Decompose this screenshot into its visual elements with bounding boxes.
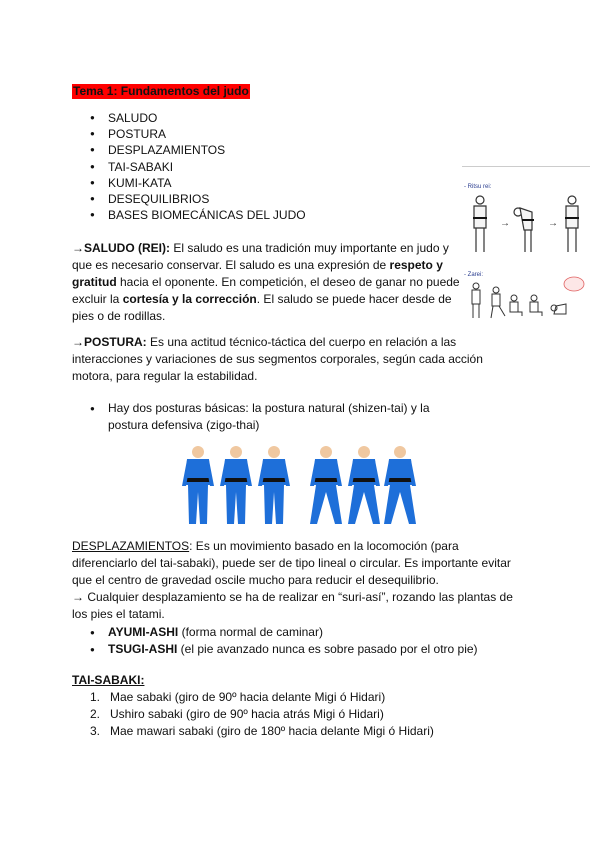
list-item: ● TAI-SABAKI	[90, 159, 306, 175]
standing-judoka-icon	[565, 196, 579, 252]
postura-paragraph: →POSTURA: Es una actitud técnico-táctica del cuerpo en relación a las interacciones y variaciones de sus segmentos corporales, según cada acción motora, para regular la estabilidad.	[72, 335, 483, 383]
list-item: ● KUMI-KATA	[90, 175, 306, 191]
bowing-judoka-icon	[514, 208, 534, 252]
zarei-label: - Zarei:	[464, 272, 484, 278]
list-item: ● DESPLAZAMIENTOS	[90, 142, 306, 158]
rei-illustration	[462, 168, 590, 328]
list-item: ● POSTURA	[90, 126, 306, 142]
kneeling-sequence-icon	[472, 283, 566, 318]
list-item: 2. Ushiro sabaki (giro de 90º hacia atrás Migi ó Hidari)	[90, 707, 384, 721]
postures-illustration	[178, 440, 422, 530]
defensive-posture-judoka-icon	[348, 446, 380, 524]
taisabaki-heading: TAI-SABAKI:	[72, 673, 145, 687]
defensive-posture-judoka-icon	[310, 446, 342, 524]
svg-text:→: →	[500, 218, 510, 229]
list-item: ● SALUDO	[90, 110, 306, 126]
page-title: Tema 1: Fundamentos del judo	[73, 84, 249, 98]
detail-circle-icon	[564, 277, 584, 291]
postura-bullet: ● Hay dos posturas básicas: la postura natural (shizen-tai) y la postura defensiva (zigo-thai)	[90, 401, 430, 432]
natural-posture-judoka-icon	[182, 446, 214, 524]
list-item: ● AYUMI-ASHI (forma normal de caminar)	[90, 625, 323, 639]
taisabaki-list	[90, 689, 434, 740]
list-item: ● BASES BIOMECÁNICAS DEL JUDO	[90, 207, 306, 223]
natural-posture-judoka-icon	[220, 446, 252, 524]
desplazamientos-paragraph: DESPLAZAMIENTOS: Es un movimiento basado en la locomoción (para diferenciarlo del tai-sabaki), puede ser de tipo lineal o circular. Es importante evitar que el centro de gravedad oscile mucho para reducir el desequilibrio. → Cualquier desplazamiento se ha de realizar en “suri-así”, rozando las plantas de los pies el tatami.	[72, 539, 513, 621]
standing-judoka-icon	[473, 196, 487, 252]
ritsu-rei-label: - Ritsu rei:	[464, 184, 492, 190]
topic-list	[90, 110, 306, 223]
list-item: ● DESEQUILIBRIOS	[90, 191, 306, 207]
list-item: ● TSUGI-ASHI (el pie avanzado nunca es sobre pasado por el otro pie)	[90, 642, 478, 656]
list-item: 1. Mae sabaki (giro de 90º hacia delante Migi ó Hidari)	[90, 690, 386, 704]
natural-posture-judoka-icon	[258, 446, 290, 524]
saludo-paragraph: →SALUDO (REI): El saludo es una tradición muy importante en judo y que es necesario conservar. El saludo es una expresión de respeto y gratitud hacia el oponente. En competición, el deseo de ganar no puede excluir la cortesía y la corrección. El saludo se puede hacer desde de pies o de rodillas.	[72, 241, 460, 323]
defensive-posture-judoka-icon	[384, 446, 416, 524]
svg-text:→: →	[548, 218, 558, 229]
list-item: 3. Mae mawari sabaki (giro de 180º hacia delante Migi ó Hidari)	[90, 724, 434, 738]
divider	[462, 166, 590, 167]
